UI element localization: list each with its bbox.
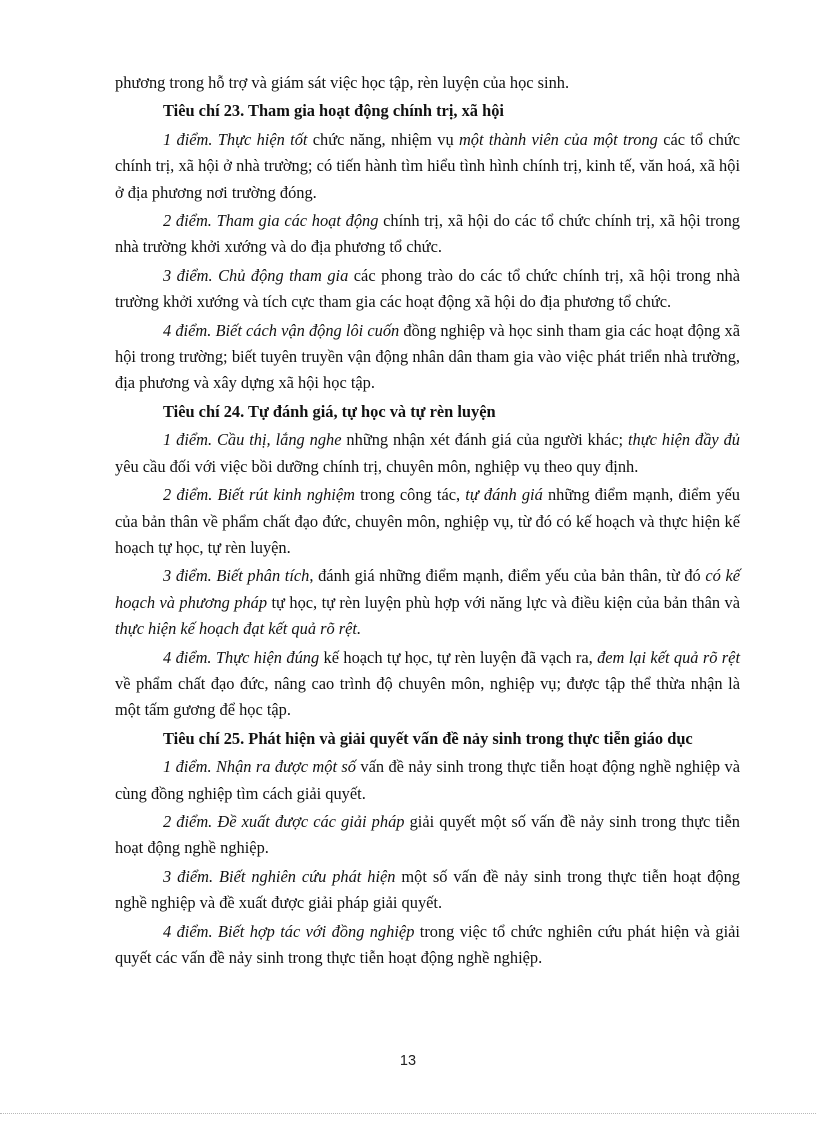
text-run: những nhận xét đánh giá của người khác;: [341, 430, 628, 450]
paragraph: [115, 127, 740, 206]
text-run: đồng nghiệp và học sinh tham gia các hoạt động xã hội trong trường; biết tuyên truyền vận động nhân dân tham gia vào việc phát triển nhà trường, địa phương và xây dựng xã hội học tập.: [115, 320, 740, 393]
paragraph: [115, 263, 740, 316]
text-run: về phẩm chất đạo đức, nâng cao trình độ chuyên môn, nghiệp vụ; được tập thể thừa nhận là một tấm gương để học tập.: [115, 673, 740, 720]
paragraph: [115, 754, 740, 807]
italic-run: 2 điểm. Đề xuất được các giải pháp: [163, 811, 405, 831]
italic-run: 2 điểm. Biết rút kinh nghiệm: [163, 485, 355, 505]
italic-run: thực hiện kế hoạch đạt kết quả rõ rệt.: [115, 619, 362, 639]
text-run: yêu cầu đối với việc bồi dưỡng chính trị, chuyên môn, nghiệp vụ theo quy định.: [115, 456, 639, 476]
paragraph: [115, 563, 740, 642]
italic-run: thực hiện đầy đủ: [627, 430, 740, 450]
text-run: những điểm mạnh, điểm yếu của bản thân về phẩm chất đạo đức, chuyên môn, nghiệp vụ, từ đó có kế hoạch và thực hiện kế hoạch tự học, tự rèn luyện.: [115, 485, 740, 557]
text-run: trong việc tổ chức nghiên cứu phát hiện và giải quyết các vấn đề nảy sinh trong thực tiễn hoạt động nghề nghiệp.: [115, 921, 740, 967]
italic-run: 4 điểm. Thực hiện đúng: [163, 647, 320, 667]
paragraph: [115, 70, 740, 96]
text-run: các tổ chức chính trị, xã hội ở nhà trường; có tiến hành tìm hiểu tình hình chính trị, kinh tế, văn hoá, xã hội ở địa phương nơi trường đóng.: [115, 129, 741, 202]
page-number: 13: [399, 1053, 417, 1069]
italic-run: một thành viên của một trong: [458, 129, 658, 149]
criterion-heading: Tiêu chí 24. Tự đánh giá, tự học và tự rèn luyện: [163, 401, 496, 421]
italic-run: đem lại kết quả rõ rệt: [597, 647, 741, 667]
text-run: phương trong hỗ trợ và giám sát việc học tập, rèn luyện của học sinh.: [115, 73, 570, 92]
italic-run: 3 điểm. Biết nghiên cứu phát hiện: [163, 866, 396, 886]
paragraph: [115, 208, 740, 261]
paragraph: [115, 919, 740, 972]
text-run: , đánh giá những điểm mạnh, điểm yếu của bản thân, từ đó: [309, 566, 706, 586]
paragraph: [115, 482, 740, 561]
italic-run: 1 điểm. Nhận ra được một số: [163, 757, 356, 777]
criterion-heading: Tiêu chí 23. Tham gia hoạt động chính trị, xã hội: [163, 101, 504, 121]
italic-run: 3 điểm. Chủ động tham gia: [163, 265, 349, 285]
page-bottom-divider: [0, 1113, 816, 1114]
text-run: một số vấn đề nảy sinh trong thực tiễn hoạt động nghề nghiệp và đề xuất được giải pháp giải quyết.: [115, 866, 740, 913]
paragraph: [115, 864, 740, 917]
text-run: trong công tác,: [354, 485, 466, 505]
italic-run: 4 điểm. Biết hợp tác với đồng nghiệp: [163, 921, 415, 941]
italic-run: 1 điểm. Thực hiện tốt: [163, 129, 308, 149]
paragraph: [115, 645, 740, 724]
paragraph: [115, 427, 740, 480]
text-run: chức năng, nhiệm vụ: [307, 129, 459, 149]
italic-run: 2 điểm. Tham gia các hoạt động: [163, 211, 379, 231]
text-run: chính trị, xã hội do các tổ chức chính trị, xã hội trong nhà trường khởi xướng và do địa phương tổ chức.: [115, 211, 740, 257]
criterion-heading: Tiêu chí 25. Phát hiện và giải quyết vấn đề nảy sinh trong thực tiễn giáo dục: [163, 728, 693, 748]
text-run: tự học, tự rèn luyện phù hợp với năng lực và điều kiện của bản thân và: [267, 592, 740, 612]
italic-run: 1 điểm. Cầu thị, lắng nghe: [163, 430, 342, 450]
text-run: các phong trào do các tổ chức chính trị, xã hội trong nhà trường khởi xướng và tích cực tham gia các hoạt động xã hội do địa phương tổ chức.: [115, 265, 740, 312]
italic-run: 3 điểm. Biết phân tích: [163, 566, 310, 586]
text-run: giải quyết một số vấn đề nảy sinh trong thực tiễn hoạt động nghề nghiệp.: [115, 811, 740, 858]
text-run: vấn đề nảy sinh trong thực tiễn hoạt động nghề nghiệp và cùng đồng nghiệp tìm cách giải quyết.: [115, 757, 740, 803]
text-run: kế hoạch tự học, tự rèn luyện đã vạch ra,: [319, 647, 598, 667]
italic-run: tự đánh giá: [465, 485, 543, 505]
italic-run: có kế hoạch và phương pháp: [115, 566, 740, 612]
paragraph: [115, 318, 740, 397]
italic-run: 4 điểm. Biết cách vận động lôi cuốn: [163, 320, 400, 340]
paragraph: [115, 809, 740, 862]
document-body: [115, 70, 740, 971]
